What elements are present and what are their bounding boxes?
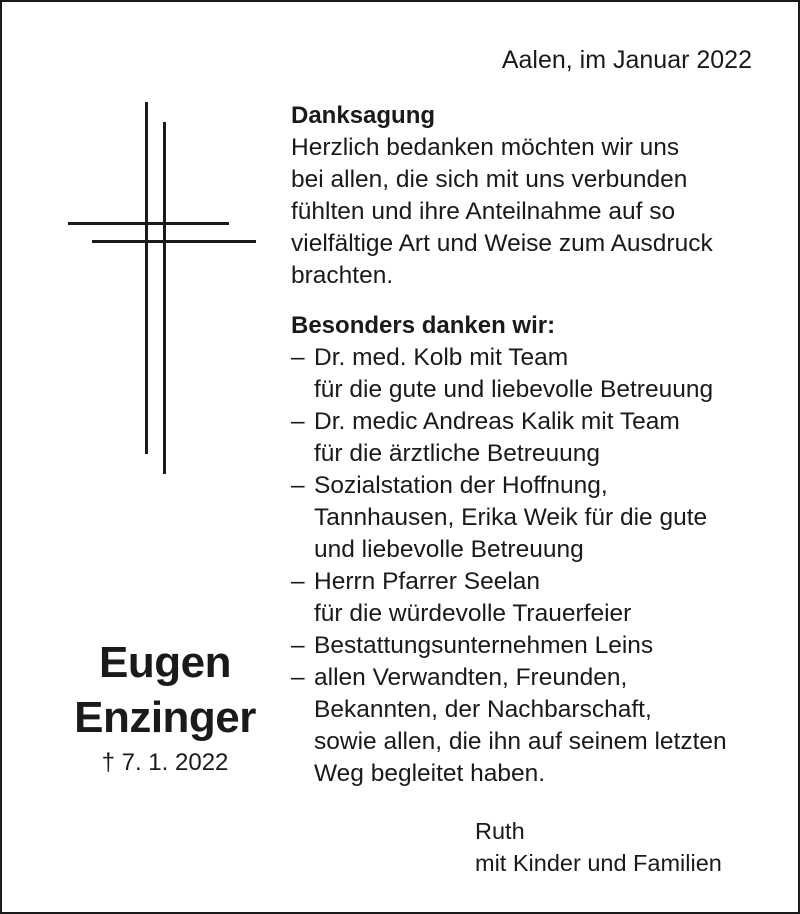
- special-thanks-line: für die ärztliche Betreuung: [314, 440, 600, 467]
- thanks-text: [291, 132, 771, 292]
- signature-line: Ruth: [475, 818, 525, 844]
- special-thanks-line: für die gute und liebevolle Betreuung: [314, 376, 714, 403]
- special-thanks-line: Bestattungsunternehmen Leins: [314, 632, 654, 659]
- special-thanks-line: sowie allen, die ihn auf seinem letzten: [314, 728, 727, 755]
- special-thanks-line: Dr. med. Kolb mit Team: [314, 344, 569, 371]
- special-thanks-line: Dr. medic Andreas Kalik mit Team: [314, 408, 680, 435]
- special-thanks-item: [291, 342, 771, 406]
- special-thanks-line: und liebevolle Betreuung: [314, 536, 584, 563]
- special-thanks-line: Weg begleitet haben.: [314, 760, 546, 787]
- special-thanks-line: Herrn Pfarrer Seelan: [314, 568, 541, 595]
- special-thanks-title: Besonders danken wir:: [291, 312, 556, 339]
- special-thanks-section: [291, 310, 771, 790]
- list-dash: –: [291, 408, 305, 435]
- deceased-block: [60, 635, 270, 779]
- signature: [475, 815, 722, 879]
- cross-horizontal-bar-upper: [68, 222, 229, 225]
- list-dash: –: [291, 664, 305, 691]
- thanks-line: bei allen, die sich mit uns verbunden: [291, 166, 688, 193]
- special-thanks-item: [291, 662, 771, 790]
- special-thanks-line: Sozialstation der Hoffnung,: [314, 472, 608, 499]
- special-thanks-line: Tannhausen, Erika Weik für die gute: [314, 504, 708, 531]
- list-dash: –: [291, 472, 305, 499]
- list-dash: –: [291, 344, 305, 371]
- thanks-title: Danksagung: [291, 102, 436, 129]
- thanks-line: Herzlich bedanken möchten wir uns: [291, 134, 680, 161]
- cross-vertical-bar-left: [145, 102, 148, 454]
- death-date: † 7. 1. 2022: [101, 749, 229, 776]
- signature-line: mit Kinder und Familien: [475, 850, 722, 876]
- special-thanks-line: Bekannten, der Nachbarschaft,: [314, 696, 652, 723]
- list-dash: –: [291, 632, 305, 659]
- special-thanks-item: [291, 566, 771, 630]
- thanks-line: vielfältige Art und Weise zum Ausdruck: [291, 230, 713, 257]
- place-date: Aalen, im Januar 2022: [501, 46, 752, 74]
- special-thanks-line: für die würdevolle Trauerfeier: [314, 600, 632, 627]
- list-dash: –: [291, 568, 305, 595]
- cross-horizontal-bar-lower: [92, 240, 256, 243]
- deceased-first-name: Eugen: [99, 638, 231, 687]
- thanks-line: fühlten und ihre Anteilnahme auf so: [291, 198, 676, 225]
- deceased-last-name: Enzinger: [74, 693, 256, 742]
- special-thanks-item: [291, 630, 771, 662]
- thanks-line: brachten.: [291, 262, 394, 289]
- special-thanks-list: [291, 342, 771, 790]
- special-thanks-item: [291, 470, 771, 566]
- special-thanks-item: [291, 406, 771, 470]
- thanks-section: [291, 100, 771, 790]
- special-thanks-line: allen Verwandten, Freunden,: [314, 664, 628, 691]
- cross-vertical-bar-right: [163, 122, 166, 474]
